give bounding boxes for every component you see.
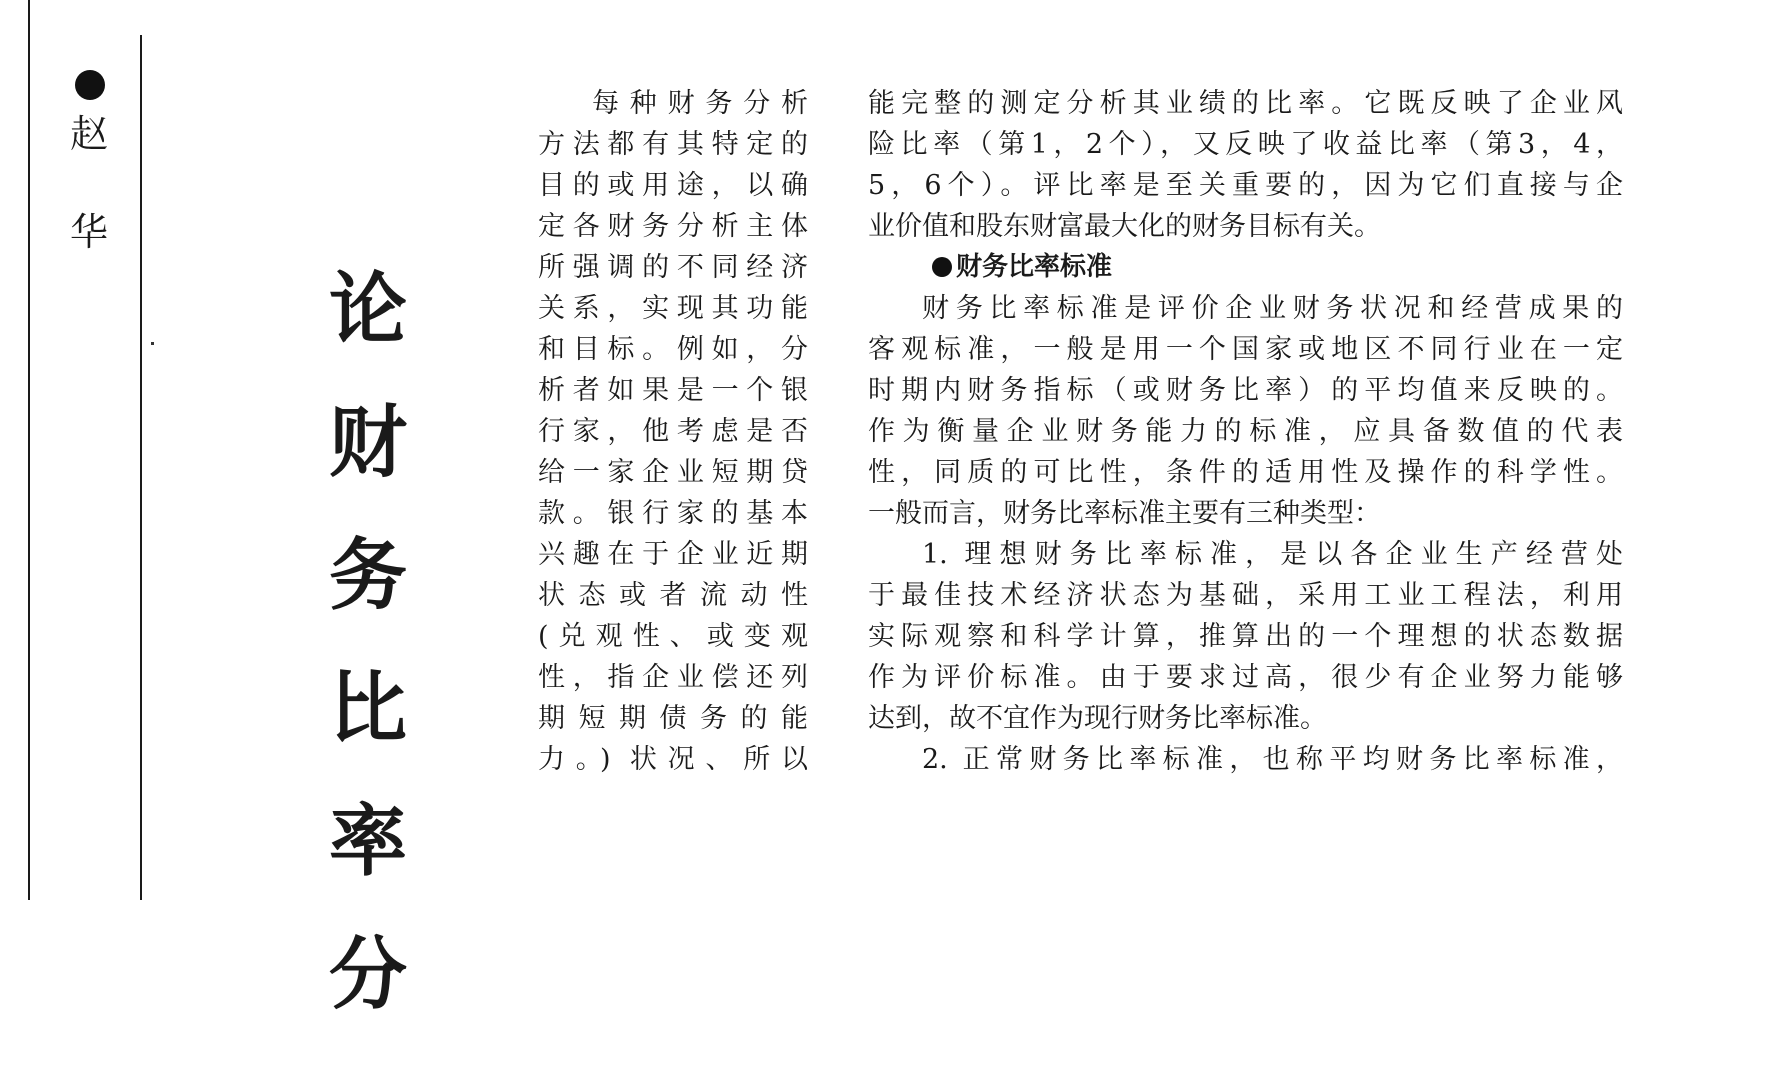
text-line: 给一家企业短期贷 xyxy=(538,457,808,488)
text-line: 性，同质的可比性，条件的适用性及操作的科学性。 xyxy=(868,457,1623,488)
text-line: 行家，他考虑是否 xyxy=(538,416,808,447)
text-line: 达到，故不宜作为现行财务比率标准。 xyxy=(868,703,1327,734)
text-line: 于最佳技术经济状态为基础，采用工业工程法，利用 xyxy=(868,580,1623,611)
text-line: 性，指企业偿还列 xyxy=(538,662,808,693)
text-line: 能完整的测定分析其业绩的比率。它既反映了企业风 xyxy=(868,88,1623,119)
text-line: 实际观察和科学计算，推算出的一个理想的状态数据 xyxy=(868,621,1623,652)
text-line: 和目标。例如，分 xyxy=(538,334,808,365)
section-heading-text: 财务比率标准 xyxy=(956,252,1113,282)
text-line: 状态或者流动性 xyxy=(538,580,808,611)
text-line: 时期内财务指标（或财务比率）的平均值来反映的。 xyxy=(868,375,1623,406)
author-column-rule xyxy=(140,35,142,900)
scan-speck xyxy=(151,342,154,345)
text-line: 客观标准，一般是用一个国家或地区不同行业在一定 xyxy=(868,334,1623,365)
text-line: 所强调的不同经济 xyxy=(538,252,808,283)
title-char: 比 xyxy=(328,664,407,754)
text-line: 方法都有其特定的 xyxy=(538,129,808,160)
author-char: 华 xyxy=(69,210,108,254)
text-line: 业价值和股东财富最大化的财务目标有关。 xyxy=(868,211,1381,242)
text-line: 作为评价标准。由于要求过高，很少有企业努力能够 xyxy=(868,662,1623,693)
text-line: 析者如果是一个银 xyxy=(538,375,808,406)
section-heading xyxy=(868,247,1623,288)
text-line: 险比率（第1，2个），又反映了收益比率（第3，4， xyxy=(868,129,1623,160)
title-char: 分 xyxy=(328,930,407,1020)
narrow-text-column xyxy=(538,83,808,780)
text-line: 款。银行家的基本 xyxy=(538,498,808,529)
text-line: 一般而言，财务比率标准主要有三种类型： xyxy=(868,498,1381,529)
article-title xyxy=(320,265,416,1068)
author-name xyxy=(58,114,120,310)
text-line: 关系，实现其功能 xyxy=(538,293,808,324)
wide-text-column xyxy=(868,83,1623,780)
text-line: 2. 正常财务比率标准，也称平均财务比率标准， xyxy=(922,744,1623,775)
text-line: 1. 理想财务比率标准，是以各企业生产经营处 xyxy=(922,539,1623,570)
text-line: 兴趣在于企业近期 xyxy=(538,539,808,570)
heading-bullet-icon xyxy=(932,257,952,277)
text-line: (兑观性、或变观 xyxy=(538,621,808,652)
text-line: 每种财务分析 xyxy=(592,88,808,119)
title-char: 财 xyxy=(328,398,407,488)
text-line: 财务比率标准是评价企业财务状况和经营成果的 xyxy=(922,293,1623,324)
title-char: 论 xyxy=(328,265,407,355)
text-line: 5，6个）。评比率是至关重要的，因为它们直接与企 xyxy=(868,170,1623,201)
text-line: 定各财务分析主体 xyxy=(538,211,808,242)
title-char: 率 xyxy=(328,797,407,887)
left-margin-rule xyxy=(28,0,30,900)
text-line: 力。) 状况、所以 xyxy=(538,744,808,775)
title-char: 务 xyxy=(328,531,407,621)
author-char: 赵 xyxy=(69,112,108,156)
text-line: 作为衡量企业财务能力的标准，应具备数值的代表 xyxy=(868,416,1623,447)
text-line: 目的或用途，以确 xyxy=(538,170,808,201)
author-bullet-icon xyxy=(75,70,105,100)
text-line: 期短期债务的能 xyxy=(538,703,808,734)
